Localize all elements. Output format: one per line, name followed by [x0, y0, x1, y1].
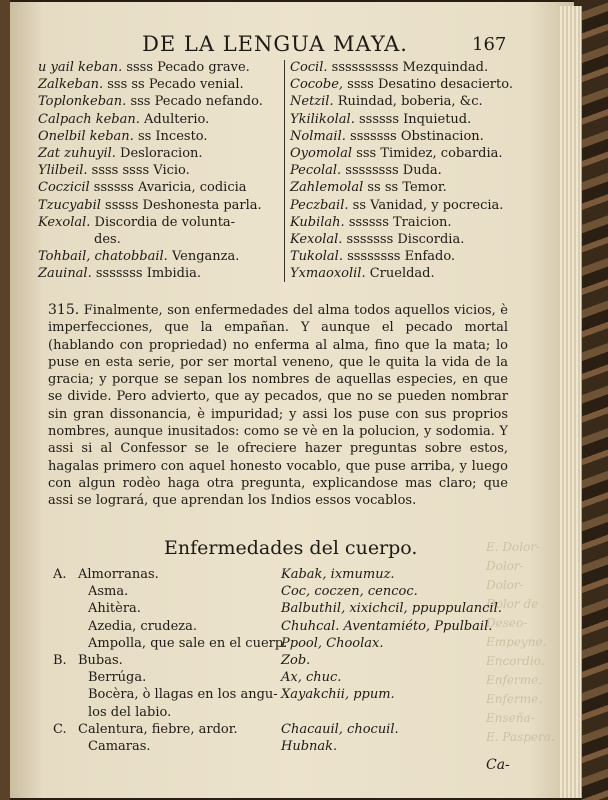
spanish-gloss: sss Timidez, cobardia.: [352, 145, 503, 161]
spanish-gloss: Discordia de volunta-: [90, 214, 236, 230]
disease-spanish: Ahitèra.: [88, 601, 141, 617]
maya-term: Kubilah.: [290, 214, 345, 230]
maya-term: Cocil.: [290, 60, 328, 75]
disease-maya: Zob.: [281, 652, 311, 668]
ghost-line: Empeyne.: [486, 635, 547, 649]
spanish-gloss: ssssssss Duda.: [341, 163, 442, 179]
disease-spanish: Calentura, fiebre, ardor.: [78, 721, 238, 737]
ghost-line: Dolor-: [486, 559, 524, 573]
vocab-entry: [290, 76, 513, 93]
vocab-entry: [290, 214, 513, 231]
spanish-gloss: ssssssss Enfado.: [342, 249, 456, 265]
vocab-entry: [38, 111, 263, 128]
paragraph-text: Finalmente, son enfermedades del alma todos aquellos vicios, è imperfecciones, que la empañan. Y aunque el pecado mortal (hablando con propriedad) no enferma al alma, fino que la mata; lo puse en esta serie, por ser mortal veneno, que le quita la vida de la gracia; y porque se sepan los nombres de aquellas especies, en que se divide. Pero advierto, que ay pecados, que no se pueden nombrar sin gran dissonancia, è impuridad; y assi los puse con sus proprios nombres, aunque inusitados: como se vè en la polucion, y sodomia. Y assi si al Confessor se le ofreciere hazer preguntas sobre estos, hagalas primero con aquel honesto vocablo, que puse arriba, y luego con algun rodèo haga otra pregunta, explicandose mas claro; que assi se logrará, que aprendan los Indios essos vocablos.: [48, 303, 509, 509]
disease-entry: [48, 652, 518, 669]
letter-heading: A.: [53, 567, 67, 582]
disease-entry: [48, 566, 518, 583]
vocab-entry: [290, 265, 513, 282]
page-edge: [558, 6, 582, 798]
maya-term: Zalkeban.: [38, 77, 104, 93]
vocab-entry: [38, 231, 263, 248]
disease-spanish: los del labio.: [88, 704, 172, 720]
spanish-gloss: Crueldad.: [365, 266, 435, 282]
running-head: DE LA LENGUA MAYA.: [142, 32, 408, 56]
vocab-column-right: [290, 59, 513, 282]
ghost-line: Enseña-: [486, 711, 535, 725]
disease-spanish: Almorranas.: [78, 567, 159, 582]
vocab-entry: [38, 76, 263, 93]
disease-maya: Ax, chuc.: [281, 670, 342, 686]
vocab-entry: [38, 59, 263, 76]
disease-spanish: Camaras.: [88, 738, 151, 754]
spanish-gloss: Adulterio.: [139, 111, 210, 127]
disease-maya: Ppool, Choolax.: [281, 635, 384, 651]
book-cover-left: [0, 0, 10, 800]
maya-term: Netzil.: [290, 94, 334, 110]
maya-term: Tohbail, chatobbail.: [38, 249, 168, 265]
vocab-entry: [290, 248, 513, 265]
disease-spanish: Berrúga.: [88, 670, 147, 686]
spanish-gloss: sssssss Obstinacion.: [345, 128, 484, 144]
disease-entry: [48, 618, 518, 635]
maya-term: Kexolal.: [38, 214, 91, 230]
maya-term: u yail keban.: [38, 60, 123, 75]
book-page: [10, 2, 574, 798]
spanish-gloss: sssssss Imbidia.: [91, 266, 202, 282]
disease-maya: Balbuthil, xixichcil, ppuppulancil.: [281, 601, 502, 617]
vocab-entry: [38, 162, 263, 179]
vocab-column-left: [38, 59, 263, 282]
ghost-line: Dolor-: [486, 578, 524, 592]
disease-spanish: Azedia, crudeza.: [88, 618, 198, 634]
disease-entry: [48, 686, 518, 703]
paragraph-315: [48, 302, 508, 510]
disease-entry: [48, 738, 518, 755]
maya-term: Zauinal.: [38, 266, 92, 282]
vocab-entry: [38, 265, 263, 282]
disease-spanish: Asma.: [88, 584, 129, 600]
maya-term: Toplonkeban.: [38, 94, 127, 110]
disease-maya: Coc, coczen, cencoc.: [281, 584, 418, 600]
maya-term: Nolmail.: [290, 128, 346, 144]
spanish-gloss: ss Incesto.: [133, 128, 208, 144]
vocab-entry: [38, 197, 263, 214]
maya-term: Zat zuhuyil.: [38, 145, 116, 161]
disease-entry: [48, 635, 518, 652]
maya-term: Onelbil keban.: [38, 128, 134, 144]
spanish-gloss: ssss Pecado grave.: [122, 60, 250, 75]
vocab-entry: [38, 179, 263, 196]
vocab-entry: [290, 93, 513, 110]
spanish-gloss: ssss ssss Vicio.: [87, 163, 190, 179]
letter-heading: C.: [53, 721, 67, 737]
vocab-entry: [290, 111, 513, 128]
disease-entry: [48, 583, 518, 600]
spanish-gloss: sss Pecado nefando.: [126, 94, 263, 110]
vocab-entry: [290, 197, 513, 214]
spanish-gloss: sss ss Pecado venial.: [103, 77, 244, 93]
spanish-gloss: Desloracion.: [115, 145, 203, 161]
maya-term: Coczicil: [38, 180, 90, 196]
maya-term: Cocobe,: [290, 77, 344, 93]
spanish-gloss: ss ss Temor.: [363, 180, 447, 196]
disease-entry: [48, 600, 518, 617]
ghost-line: Enferme.: [486, 692, 543, 706]
spanish-gloss: ssssss Avaricia, codicia: [89, 180, 247, 196]
vocab-entry: [38, 93, 263, 110]
ghost-line: Deseo-: [486, 616, 528, 630]
maya-term: Tzucyabil: [38, 197, 101, 213]
maya-term: Zahlemolal: [290, 180, 364, 196]
spanish-gloss: Ruindad, boberia, &c.: [333, 94, 483, 110]
letter-heading: B.: [53, 652, 67, 668]
disease-spanish: Bocèra, ò llagas en los angu-: [88, 687, 278, 703]
paragraph-number: 315.: [48, 302, 80, 318]
maya-term: Peczbail.: [290, 197, 349, 213]
disease-maya: Xayakchii, ppum.: [281, 687, 395, 703]
maya-term: Ylilbeil.: [38, 163, 88, 179]
page-number: 167: [472, 34, 507, 55]
spanish-gloss: ssss Desatino desacierto.: [343, 77, 513, 93]
disease-list: [48, 566, 518, 755]
ghost-line: Enferme.: [486, 673, 543, 687]
maya-term: Ykilikolal.: [290, 111, 355, 127]
maya-term: Yxmaoxolil.: [290, 266, 366, 282]
ghost-line: Encordio.: [486, 654, 545, 668]
spanish-gloss: ss Vanidad, y pocrecia.: [348, 197, 504, 213]
disease-spanish: Bubas.: [78, 652, 123, 668]
vocab-entry: [290, 59, 513, 76]
vocab-entry: [38, 128, 263, 145]
maya-term: Pecolal.: [290, 163, 342, 179]
disease-maya: Hubnak.: [281, 738, 338, 754]
spanish-gloss: ssssss Traicion.: [344, 214, 452, 230]
ghost-line: E. Paspera.: [486, 730, 555, 744]
vocab-entry: [38, 145, 263, 162]
spanish-gloss: des.: [94, 231, 121, 247]
catchword: Ca-: [486, 757, 510, 773]
disease-maya: Chacauil, chocuil.: [281, 721, 399, 737]
spanish-gloss: ssssss Inquietud.: [354, 111, 472, 127]
vocab-entry: [290, 128, 513, 145]
vocab-entry: [290, 179, 513, 196]
maya-term: Tukolal.: [290, 249, 343, 265]
spanish-gloss: sssssss Discordia.: [342, 231, 465, 247]
ghost-line: E. Dolor-: [486, 540, 541, 554]
spanish-gloss: sssss Deshonesta parla.: [100, 197, 262, 213]
section-title: Enfermedades del cuerpo.: [164, 537, 418, 559]
vocab-entry: [38, 214, 263, 231]
disease-spanish: Ampolla, que sale en el cuerp.: [88, 635, 288, 651]
maya-term: Kexolal.: [290, 231, 343, 247]
vocab-entry: [290, 231, 513, 248]
disease-maya: Kabak, ixmumuz.: [281, 567, 395, 582]
vocab-entry: [38, 248, 263, 265]
disease-entry: [48, 721, 518, 738]
spanish-gloss: Venganza.: [167, 249, 240, 265]
disease-entry: [48, 669, 518, 686]
maya-term: Calpach keban.: [38, 111, 140, 127]
vocab-entry: [290, 162, 513, 179]
maya-term: Oyomolal: [290, 145, 353, 161]
ghost-line: Dolor de: [486, 597, 539, 611]
vocab-entry: [290, 145, 513, 162]
spanish-gloss: ssssssssss Mezquindad.: [327, 60, 489, 75]
disease-maya: Chuhcal. Aventamiéto, Ppulbail.: [281, 618, 493, 634]
column-divider: [284, 60, 285, 282]
disease-entry: [48, 704, 518, 721]
